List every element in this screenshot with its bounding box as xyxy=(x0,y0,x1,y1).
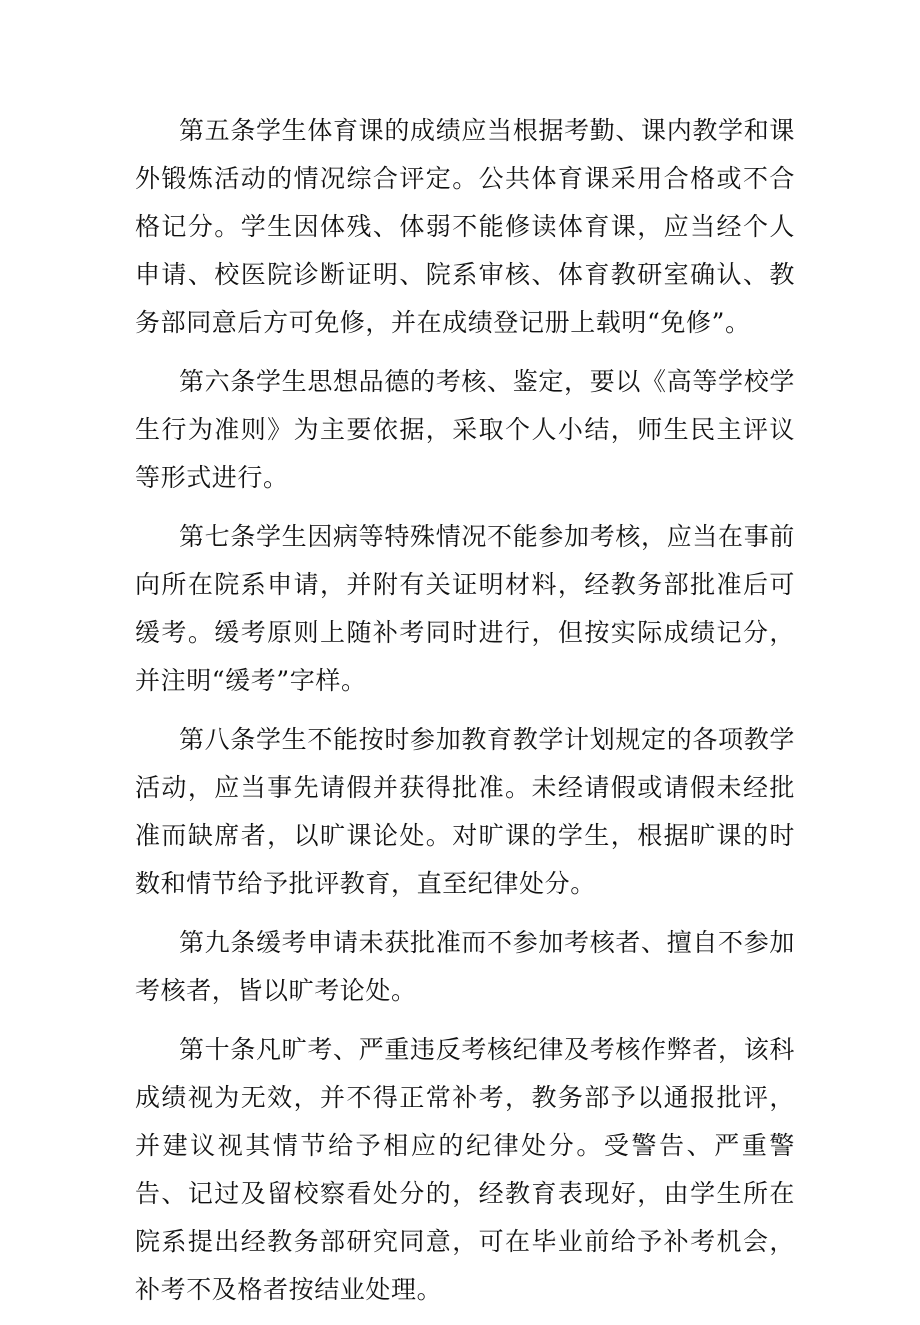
article-7-paragraph: 第七条学生因病等特殊情况不能参加考核，应当在事前向所在院系申请，并附有关证明材料，经教务部批准后可缓考。缓考原则上随补考同时进行，但按实际成绩记分，并注明“缓考”字样。 xyxy=(135,522,795,695)
article-5-paragraph: 第五条学生体育课的成绩应当根据考勤、课内教学和课外锻炼活动的情况综合评定。公共体育课采用合格或不合格记分。学生因体残、体弱不能修读体育课，应当经个人申请、校医院诊断证明、院系审核、体育教研室确认、教务部同意后方可免修，并在成绩登记册上载明“免修”。 xyxy=(135,116,795,337)
article-10-paragraph: 第十条凡旷考、严重违反考核纪律及考核作弊者，该科成绩视为无效，并不得正常补考，教务部予以通报批评，并建议视其情节给予相应的纪律处分。受警告、严重警告、记过及留校察看处分的，经教育表现好，由学生所在院系提出经教务部研究同意，可在毕业前给予补考机会，补考不及格者按结业处理。 xyxy=(135,1035,795,1304)
article-8-paragraph: 第八条学生不能按时参加教育教学计划规定的各项教学活动，应当事先请假并获得批准。未经请假或请假未经批准而缺席者，以旷课论处。对旷课的学生，根据旷课的时数和情节给予批评教育，直至纪律处分。 xyxy=(135,725,795,898)
document-body xyxy=(135,107,795,1325)
article-6-paragraph: 第六条学生思想品德的考核、鉴定，要以《高等学校学生行为准则》为主要依据，采取个人小结，师生民主评议等形式进行。 xyxy=(135,367,795,492)
article-9-paragraph: 第九条缓考申请未获批准而不参加考核者、擅自不参加考核者，皆以旷考论处。 xyxy=(135,928,795,1005)
